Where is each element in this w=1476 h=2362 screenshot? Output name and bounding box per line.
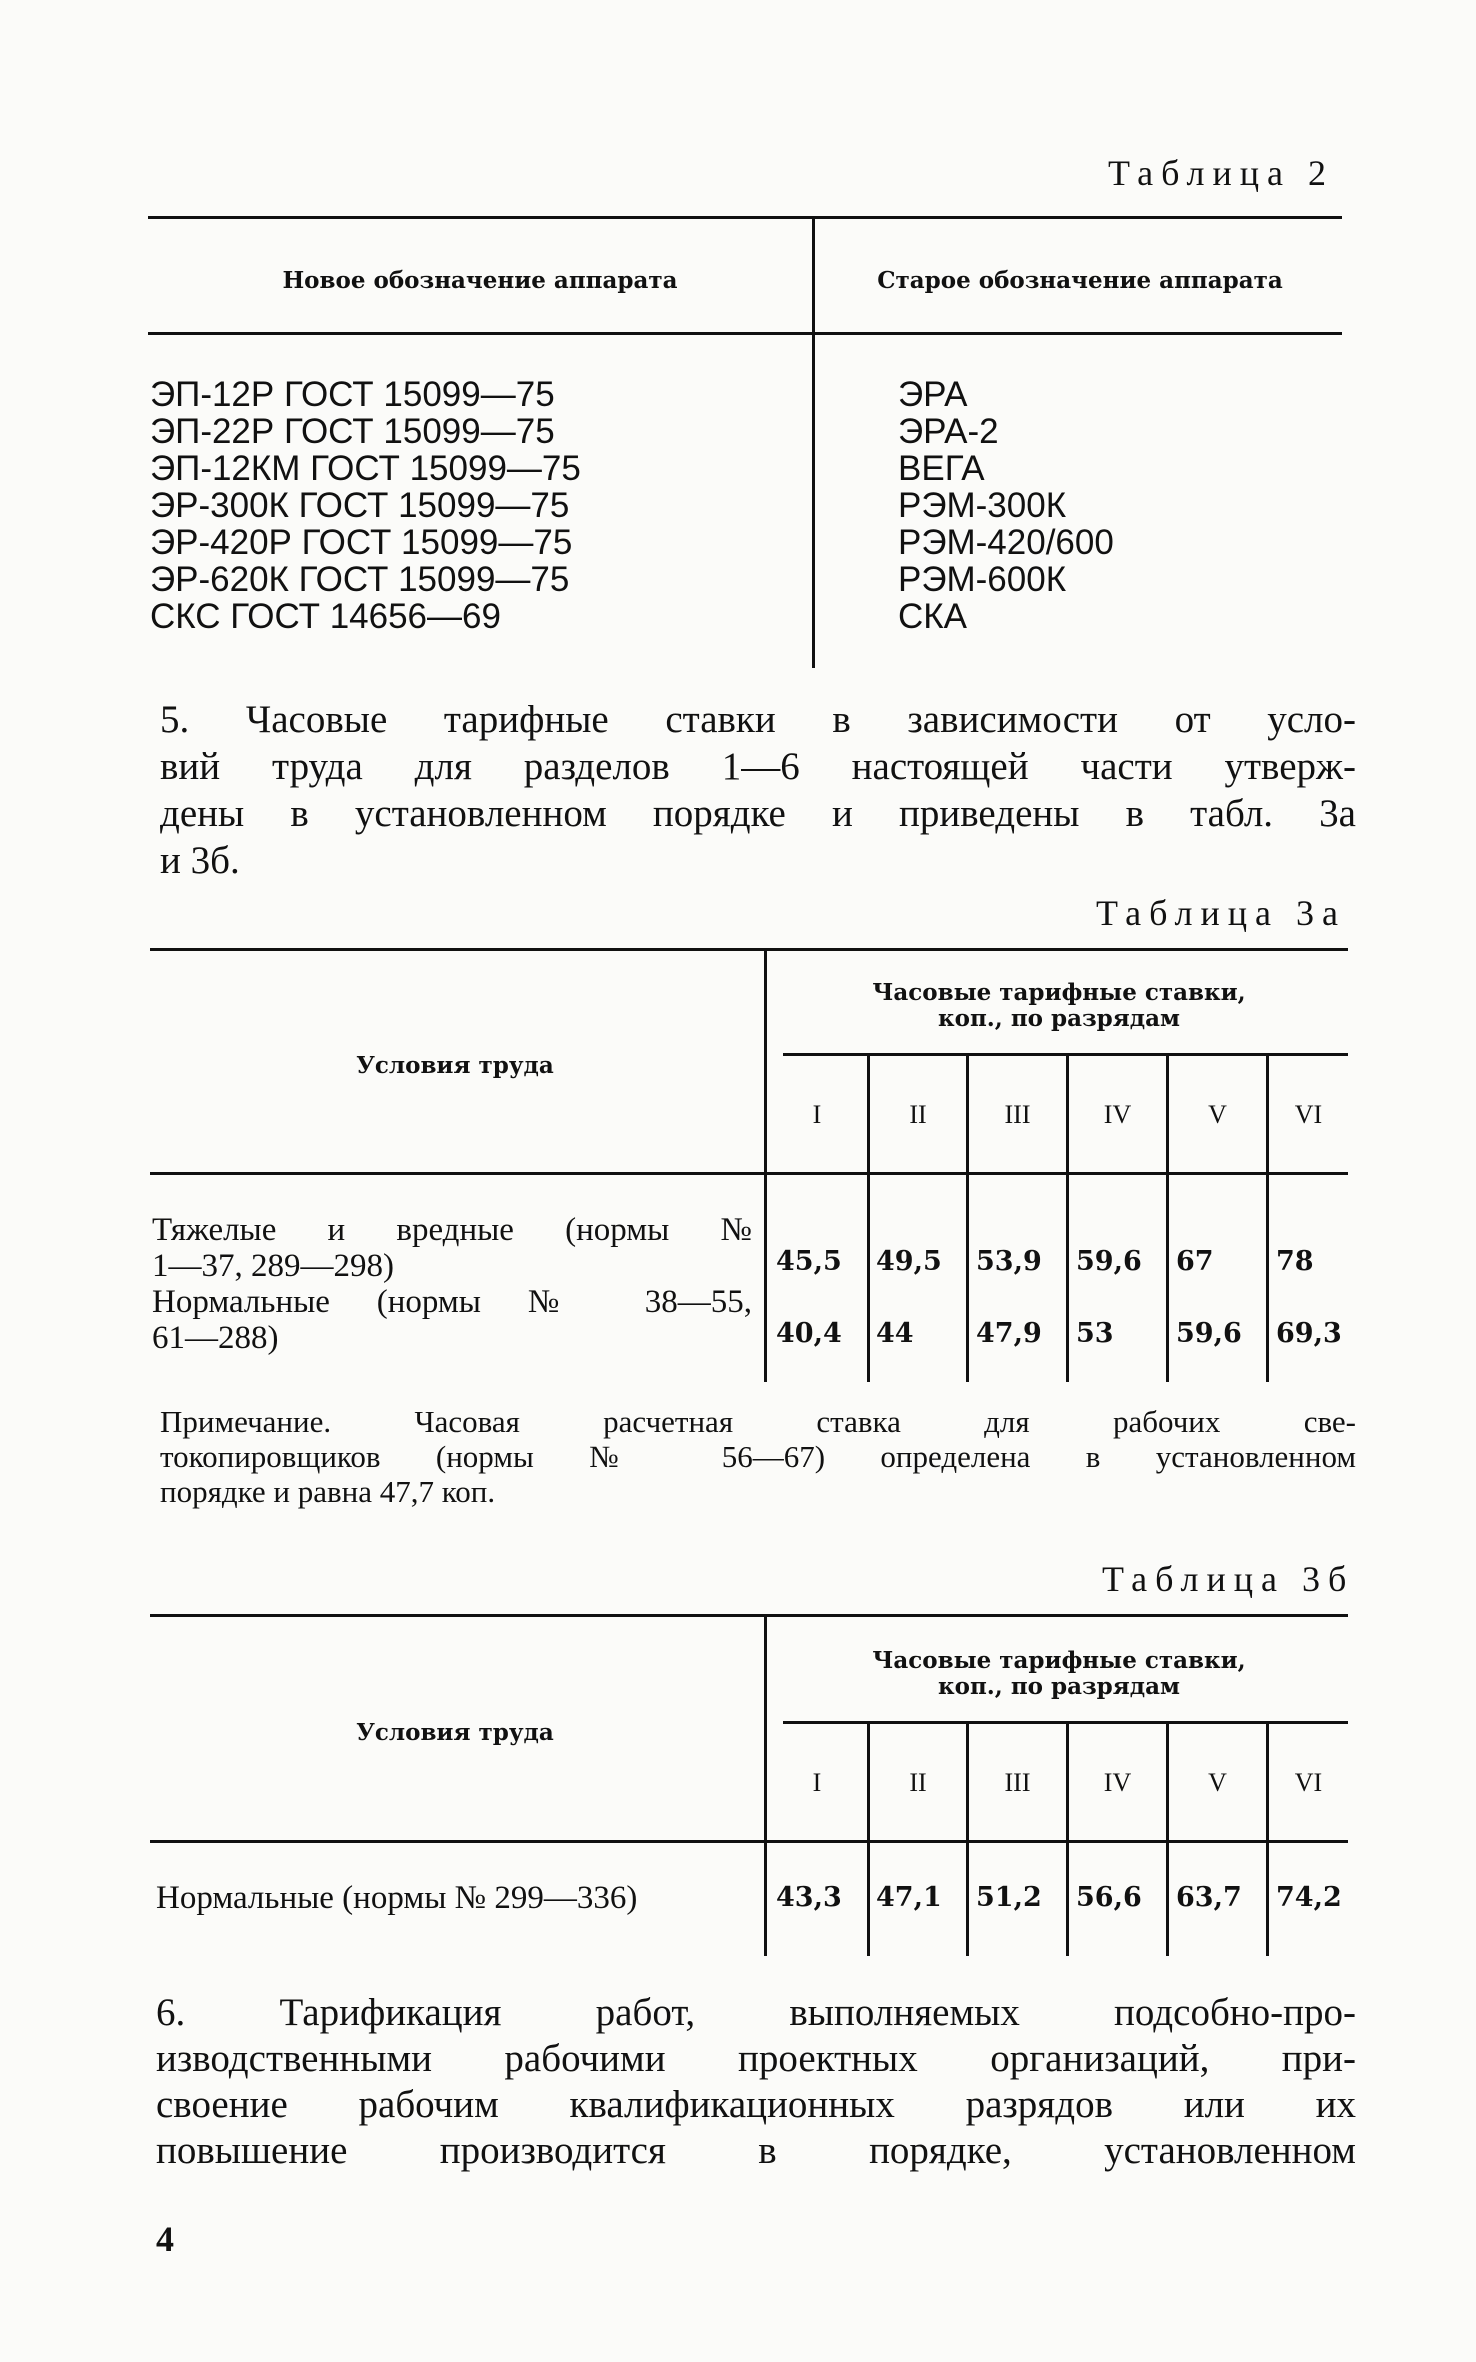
paragraph-line: и 3б. bbox=[160, 839, 240, 882]
table3b-grade-label: IV bbox=[1103, 1768, 1132, 1797]
paragraph-line: дены в установленном порядке и приведены в табл. 3а bbox=[160, 792, 1356, 835]
table3a-main-divider bbox=[764, 950, 767, 1382]
table2-old-cell: СКА bbox=[898, 597, 968, 636]
table3a-grade-label: VI bbox=[1294, 1100, 1323, 1129]
table2-new-cell: ЭП-12КМ ГОСТ 15099—75 bbox=[150, 449, 581, 488]
note-line: порядке и равна 47,7 коп. bbox=[160, 1474, 496, 1509]
table3a-cell: 59,6 bbox=[1076, 1246, 1142, 1277]
table3a-header-rule bbox=[150, 1172, 1348, 1175]
table3a-caption: Таблица 3а bbox=[1096, 893, 1346, 933]
table3b-header-rates-line: Часовые тарифные ставки, bbox=[872, 1647, 1246, 1674]
table3a-top-rule bbox=[150, 948, 1348, 951]
table3a-row-label-line: Тяжелые и вредные (нормы № bbox=[152, 1212, 752, 1248]
table3b-row-label: Нормальные (нормы № 299—336) bbox=[156, 1880, 638, 1916]
table2-column-divider bbox=[812, 218, 815, 668]
table3a-note bbox=[160, 1404, 1356, 1509]
table2-new-cell: ЭР-620К ГОСТ 15099—75 bbox=[150, 560, 570, 599]
table3a-header-rates bbox=[770, 980, 1348, 1032]
table2-header-rule bbox=[148, 332, 1342, 335]
table3a-row-label bbox=[152, 1284, 752, 1356]
table2-new-cell: ЭП-12Р ГОСТ 15099—75 bbox=[150, 375, 555, 414]
table2-new-cell: ЭР-420Р ГОСТ 15099—75 bbox=[150, 523, 573, 562]
table2-old-column bbox=[898, 376, 1114, 635]
table2-new-cell: ЭП-22Р ГОСТ 15099—75 bbox=[150, 412, 555, 451]
paragraph-6 bbox=[156, 1990, 1356, 2174]
table3b-grade-label: III bbox=[1004, 1768, 1031, 1797]
table3b-header-rule bbox=[150, 1840, 1348, 1843]
table3b-header-rates-line: коп., по разрядам bbox=[938, 1673, 1180, 1700]
table3a-cell: 53,9 bbox=[976, 1246, 1042, 1277]
paragraph-line: вий труда для разделов 1—6 настоящей части утверж- bbox=[160, 745, 1356, 788]
table3a-grade-label: III bbox=[1004, 1100, 1031, 1129]
table3a-cell: 49,5 bbox=[876, 1246, 942, 1277]
table2-new-cell: ЭР-300К ГОСТ 15099—75 bbox=[150, 486, 570, 525]
table2-new-column bbox=[150, 376, 581, 635]
table3a-cell: 40,4 bbox=[776, 1318, 842, 1349]
table3a-row-label-line: Нормальные (нормы № 38—55, bbox=[152, 1284, 752, 1320]
table3a-header-rates-line: коп., по разрядам bbox=[938, 1005, 1180, 1032]
table3a-cell: 78 bbox=[1276, 1246, 1314, 1277]
table2-top-rule bbox=[148, 216, 1342, 219]
paragraph-5 bbox=[160, 696, 1356, 884]
table3b-cell: 47,1 bbox=[876, 1882, 942, 1913]
table3a-cell: 47,9 bbox=[976, 1318, 1042, 1349]
table3b-cell: 74,2 bbox=[1276, 1882, 1342, 1913]
paragraph-line: изводственными рабочими проектных организаций, при- bbox=[156, 2037, 1356, 2080]
table3b-header-conditions: Условия труда bbox=[356, 1719, 554, 1746]
table2-old-cell: РЭМ-420/600 bbox=[898, 523, 1114, 562]
table3a-grade-label: II bbox=[909, 1100, 927, 1129]
table3b-grade-label: II bbox=[909, 1768, 927, 1797]
note-line: Примечание. Часовая расчетная ставка для рабочих све- bbox=[160, 1404, 1356, 1439]
table3b-top-rule bbox=[150, 1614, 1348, 1617]
table3b-grade-label: VI bbox=[1294, 1768, 1323, 1797]
table3a-cell: 69,3 bbox=[1276, 1318, 1342, 1349]
table2-old-cell: РЭМ-600К bbox=[898, 560, 1067, 599]
note-line: токопировщиков (нормы № 56—67) определена в установленном bbox=[160, 1439, 1356, 1474]
paragraph-line: 5. Часовые тарифные ставки в зависимости от усло- bbox=[160, 698, 1356, 741]
paragraph-line: 6. Тарификация работ, выполняемых подсобно-про- bbox=[156, 1991, 1356, 2034]
page-number: 4 bbox=[156, 2219, 174, 2259]
table3a-grade-label: IV bbox=[1103, 1100, 1132, 1129]
paragraph-line: своение рабочим квалификационных разрядов или их bbox=[156, 2083, 1356, 2126]
table3a-grade-label: V bbox=[1208, 1100, 1227, 1129]
table3b-cell: 56,6 bbox=[1076, 1882, 1142, 1913]
table3a-cell: 44 bbox=[876, 1318, 914, 1349]
table3a-cell: 53 bbox=[1076, 1318, 1114, 1349]
paragraph-line: повышение производится в порядке, установленном bbox=[156, 2129, 1356, 2172]
table3a-row-label bbox=[152, 1212, 752, 1284]
table3a-header-conditions: Условия труда bbox=[356, 1052, 554, 1079]
table2-old-cell: ЭРА-2 bbox=[898, 412, 999, 451]
table2-new-cell: СКС ГОСТ 14656—69 bbox=[150, 597, 501, 636]
table3b-cell: 43,3 bbox=[776, 1882, 842, 1913]
table3b-cell: 63,7 bbox=[1176, 1882, 1242, 1913]
table2-old-cell: ЭРА bbox=[898, 375, 968, 414]
table3a-cell: 67 bbox=[1176, 1246, 1214, 1277]
table3a-row-label-line: 1—37, 289—298) bbox=[152, 1248, 394, 1284]
table3b-cell: 51,2 bbox=[976, 1882, 1042, 1913]
table3b-grade-label: V bbox=[1208, 1768, 1227, 1797]
table3b-grade-label: I bbox=[812, 1768, 822, 1797]
table2-header-new: Новое обозначение аппарата bbox=[282, 267, 678, 294]
table2-caption: Таблица 2 bbox=[1108, 153, 1334, 193]
table2-old-cell: ВЕГА bbox=[898, 449, 985, 488]
table3a-row-label-line: 61—288) bbox=[152, 1320, 279, 1356]
table3a-grade-label: I bbox=[812, 1100, 822, 1129]
table3b-header-rates bbox=[770, 1648, 1348, 1700]
table2-old-cell: РЭМ-300К bbox=[898, 486, 1067, 525]
table3a-cell: 59,6 bbox=[1176, 1318, 1242, 1349]
table3b-caption: Таблица 3б bbox=[1102, 1559, 1355, 1599]
table3a-cell: 45,5 bbox=[776, 1246, 842, 1277]
table3a-header-rates-line: Часовые тарифные ставки, bbox=[872, 979, 1246, 1006]
table2-header-old: Старое обозначение аппарата bbox=[877, 267, 1283, 294]
